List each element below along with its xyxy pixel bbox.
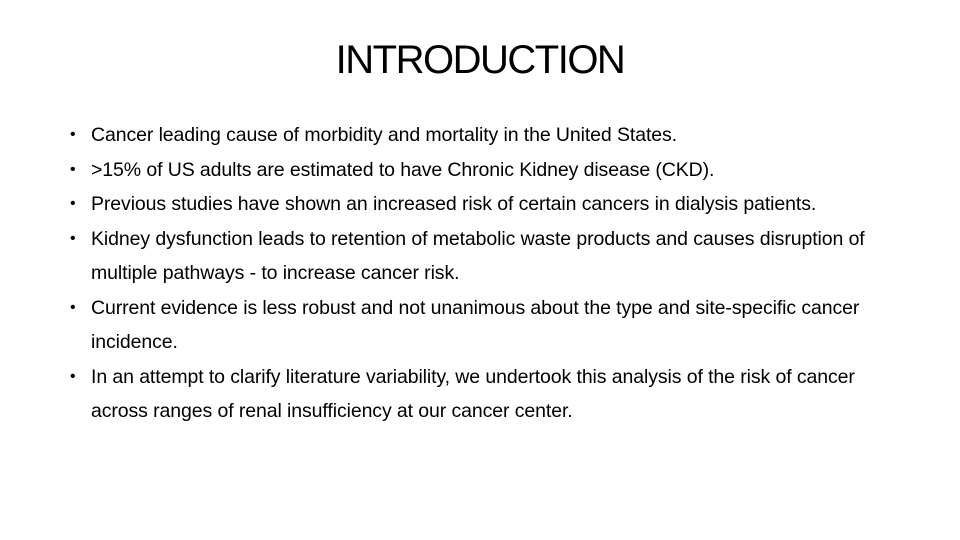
bullet-text: Kidney dysfunction leads to retention of metabolic waste products and causes disruption of multiple pathways - to increase cancer risk. (91, 227, 865, 284)
bullet-text: Cancer leading cause of morbidity and mortality in the United States. (91, 124, 677, 146)
bullet-item (70, 360, 890, 429)
bullet-icon: • (70, 229, 76, 247)
bullet-text: Previous studies have shown an increased risk of certain cancers in dialysis patients. (91, 193, 817, 215)
bullet-list (70, 118, 890, 429)
bullet-icon: • (70, 367, 76, 385)
bullet-text: In an attempt to clarify literature variability, we undertook this analysis of the risk of cancer across ranges of renal insufficiency at our cancer center. (91, 365, 855, 422)
bullet-text: >15% of US adults are estimated to have Chronic Kidney disease (CKD). (91, 158, 715, 181)
slide-title: INTRODUCTION (335, 38, 625, 82)
bullet-item (70, 187, 890, 222)
bullet-item (70, 222, 890, 291)
bullet-item (70, 291, 890, 360)
bullet-icon: • (70, 195, 76, 212)
bullet-icon: • (70, 160, 76, 178)
bullet-icon: • (70, 126, 76, 143)
bullet-text: Current evidence is less robust and not unanimous about the type and site-specific cancer incidence. (91, 296, 860, 353)
bullet-icon: • (70, 298, 76, 316)
bullet-item (70, 118, 890, 153)
bullet-item (70, 153, 890, 188)
